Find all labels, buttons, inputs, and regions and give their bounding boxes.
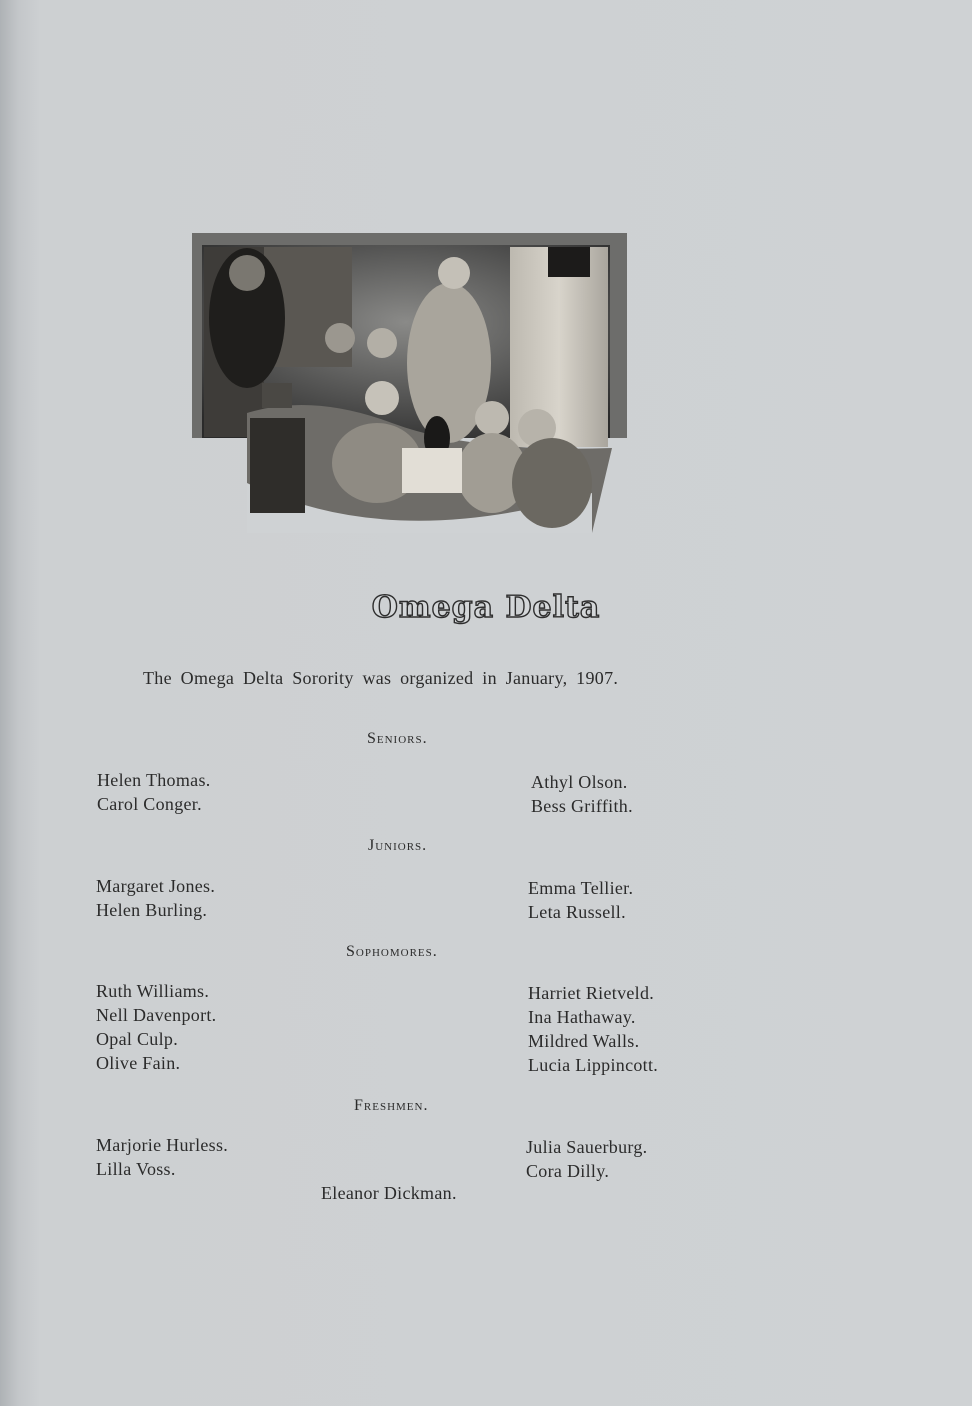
member-name: Marjorie Hurless. [96, 1135, 229, 1155]
freshmen-center-name: Eleanor Dickman. [321, 1183, 457, 1203]
member-name: Helen Burling. [96, 900, 208, 920]
member-name: Cora Dilly. [526, 1161, 610, 1181]
page-title: Omega Delta [371, 590, 601, 625]
member-name: Ina Hathaway. [528, 1007, 636, 1027]
member-name: Margaret Jones. [96, 876, 216, 896]
seniors-right-list [531, 770, 633, 818]
member-name: Leta Russell. [528, 902, 626, 922]
intro-text: The Omega Delta Sorority was organized in January, 1907. [143, 668, 619, 688]
juniors-right-list [528, 876, 633, 924]
member-name: Lilla Voss. [96, 1159, 176, 1179]
juniors-heading: Juniors. [368, 837, 428, 854]
freshmen-right-list [526, 1135, 647, 1183]
member-name: Lucia Lippincott. [528, 1055, 659, 1075]
seniors-left-list [97, 768, 211, 816]
member-name: Athyl Olson. [531, 772, 628, 792]
sophomores-right-list [528, 981, 658, 1077]
member-name: Ruth Williams. [96, 981, 210, 1001]
sophomores-heading: Sophomores. [346, 943, 438, 960]
member-name: Helen Thomas. [97, 770, 211, 790]
member-name: Bess Griffith. [531, 796, 633, 816]
member-name: Emma Tellier. [528, 878, 634, 898]
member-name: Carol Conger. [97, 794, 202, 814]
member-name: Nell Davenport. [96, 1005, 217, 1025]
member-name: Opal Culp. [96, 1029, 178, 1049]
member-name: Mildred Walls. [528, 1031, 640, 1051]
freshmen-left-list [96, 1133, 228, 1181]
group-photograph [192, 233, 627, 533]
photograph-image [192, 233, 627, 533]
sophomores-left-list [96, 979, 216, 1075]
freshmen-heading: Freshmen. [354, 1097, 429, 1114]
member-name: Julia Sauerburg. [526, 1137, 648, 1157]
seniors-heading: Seniors. [367, 730, 428, 747]
member-name: Olive Fain. [96, 1053, 181, 1073]
member-name: Harriet Rietveld. [528, 983, 655, 1003]
juniors-left-list [96, 874, 215, 922]
